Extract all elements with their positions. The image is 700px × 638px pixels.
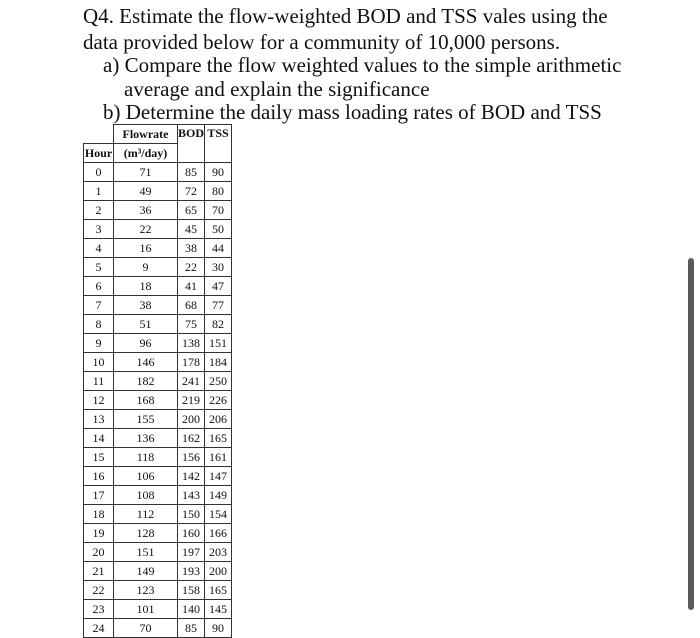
bod-cell: 150 <box>178 505 205 524</box>
flowrate-cell: 108 <box>114 486 178 505</box>
bod-cell: 156 <box>178 448 205 467</box>
flowrate-cell: 123 <box>114 581 178 600</box>
tss-cell: 90 <box>205 619 232 638</box>
question-line-1: Q4. Estimate the flow-weighted BOD and TSS vales using the <box>83 4 608 28</box>
bod-cell: 85 <box>178 619 205 638</box>
table-row <box>84 619 232 638</box>
hour-cell: 0 <box>84 163 114 182</box>
header-hour-blank <box>84 125 114 144</box>
hour-cell: 10 <box>84 353 114 372</box>
bod-cell: 45 <box>178 220 205 239</box>
table-row <box>84 448 232 467</box>
flowrate-cell: 146 <box>114 353 178 372</box>
flowrate-cell: 118 <box>114 448 178 467</box>
flowrate-cell: 51 <box>114 315 178 334</box>
flowrate-cell: 38 <box>114 296 178 315</box>
tss-cell: 184 <box>205 353 232 372</box>
tss-cell: 44 <box>205 239 232 258</box>
flowrate-cell: 106 <box>114 467 178 486</box>
table-row <box>84 467 232 486</box>
flowrate-cell: 16 <box>114 239 178 258</box>
table-row <box>84 600 232 619</box>
tss-cell: 70 <box>205 201 232 220</box>
bod-cell: 162 <box>178 429 205 448</box>
flowrate-cell: 71 <box>114 163 178 182</box>
hour-cell: 16 <box>84 467 114 486</box>
table-row <box>84 182 232 201</box>
hour-cell: 21 <box>84 562 114 581</box>
hour-cell: 7 <box>84 296 114 315</box>
header-flowrate-unit: (m³/day) <box>114 144 178 163</box>
question-line-2: data provided below for a community of 10,000 persons. <box>83 30 561 54</box>
tss-cell: 203 <box>205 543 232 562</box>
hour-cell: 22 <box>84 581 114 600</box>
bod-cell: 143 <box>178 486 205 505</box>
flowrate-cell: 151 <box>114 543 178 562</box>
hour-cell: 8 <box>84 315 114 334</box>
bod-cell: 160 <box>178 524 205 543</box>
scrollbar-thumb[interactable] <box>688 258 694 610</box>
hour-cell: 19 <box>84 524 114 543</box>
hour-cell: 18 <box>84 505 114 524</box>
flowrate-cell: 149 <box>114 562 178 581</box>
hour-cell: 20 <box>84 543 114 562</box>
hour-cell: 24 <box>84 619 114 638</box>
hour-cell: 4 <box>84 239 114 258</box>
flowrate-cell: 101 <box>114 600 178 619</box>
bod-cell: 140 <box>178 600 205 619</box>
tss-cell: 165 <box>205 429 232 448</box>
table-row <box>84 163 232 182</box>
bod-cell: 178 <box>178 353 205 372</box>
table-row <box>84 220 232 239</box>
table-row <box>84 277 232 296</box>
tss-cell: 151 <box>205 334 232 353</box>
flowrate-cell: 22 <box>114 220 178 239</box>
table-row <box>84 410 232 429</box>
hour-cell: 11 <box>84 372 114 391</box>
hour-cell: 14 <box>84 429 114 448</box>
bod-cell: 193 <box>178 562 205 581</box>
hour-cell: 3 <box>84 220 114 239</box>
bod-cell: 85 <box>178 163 205 182</box>
hour-cell: 1 <box>84 182 114 201</box>
table-row <box>84 372 232 391</box>
table-row <box>84 543 232 562</box>
table-row <box>84 505 232 524</box>
bod-cell: 158 <box>178 581 205 600</box>
flowrate-cell: 9 <box>114 258 178 277</box>
tss-cell: 226 <box>205 391 232 410</box>
bod-cell: 138 <box>178 334 205 353</box>
hour-cell: 2 <box>84 201 114 220</box>
flowrate-cell: 70 <box>114 619 178 638</box>
hour-cell: 17 <box>84 486 114 505</box>
tss-cell: 80 <box>205 182 232 201</box>
table-row <box>84 334 232 353</box>
flowrate-cell: 18 <box>114 277 178 296</box>
hour-cell: 12 <box>84 391 114 410</box>
bod-cell: 72 <box>178 182 205 201</box>
tss-cell: 154 <box>205 505 232 524</box>
bod-cell: 142 <box>178 467 205 486</box>
tss-cell: 82 <box>205 315 232 334</box>
tss-cell: 50 <box>205 220 232 239</box>
header-bod: BOD <box>178 125 205 163</box>
hour-cell: 9 <box>84 334 114 353</box>
flowrate-cell: 96 <box>114 334 178 353</box>
hour-cell: 15 <box>84 448 114 467</box>
table-row <box>84 581 232 600</box>
tss-cell: 30 <box>205 258 232 277</box>
table-row <box>84 353 232 372</box>
tss-cell: 200 <box>205 562 232 581</box>
tss-cell: 145 <box>205 600 232 619</box>
tss-cell: 166 <box>205 524 232 543</box>
part-a-line-1: a) Compare the flow weighted values to the simple arithmetic <box>103 53 622 77</box>
table-row <box>84 296 232 315</box>
tss-cell: 47 <box>205 277 232 296</box>
header-flowrate: Flowrate <box>114 125 178 144</box>
tss-cell: 149 <box>205 486 232 505</box>
table-body <box>84 163 232 638</box>
table-row <box>84 239 232 258</box>
header-tss: TSS <box>205 125 232 163</box>
table-row <box>84 524 232 543</box>
bod-cell: 68 <box>178 296 205 315</box>
flowrate-cell: 49 <box>114 182 178 201</box>
tss-cell: 147 <box>205 467 232 486</box>
bod-cell: 219 <box>178 391 205 410</box>
hour-cell: 6 <box>84 277 114 296</box>
flowrate-cell: 182 <box>114 372 178 391</box>
table-row <box>84 201 232 220</box>
flowrate-cell: 168 <box>114 391 178 410</box>
hour-cell: 23 <box>84 600 114 619</box>
flowrate-cell: 155 <box>114 410 178 429</box>
bod-cell: 38 <box>178 239 205 258</box>
flowrate-cell: 136 <box>114 429 178 448</box>
part-a-line-2: average and explain the significance <box>124 77 430 101</box>
bod-cell: 22 <box>178 258 205 277</box>
flowrate-cell: 128 <box>114 524 178 543</box>
bod-cell: 41 <box>178 277 205 296</box>
bod-cell: 75 <box>178 315 205 334</box>
header-hour: Hour <box>84 144 114 163</box>
flowrate-cell: 36 <box>114 201 178 220</box>
tss-cell: 90 <box>205 163 232 182</box>
table-row <box>84 562 232 581</box>
table-row <box>84 391 232 410</box>
part-b-line: b) Determine the daily mass loading rates of BOD and TSS <box>103 100 602 124</box>
bod-cell: 200 <box>178 410 205 429</box>
bod-cell: 65 <box>178 201 205 220</box>
tss-cell: 161 <box>205 448 232 467</box>
hour-cell: 13 <box>84 410 114 429</box>
table-row <box>84 486 232 505</box>
data-table <box>83 124 232 638</box>
tss-cell: 206 <box>205 410 232 429</box>
bod-cell: 241 <box>178 372 205 391</box>
flowrate-cell: 112 <box>114 505 178 524</box>
tss-cell: 77 <box>205 296 232 315</box>
bod-cell: 197 <box>178 543 205 562</box>
table-row <box>84 258 232 277</box>
hour-cell: 5 <box>84 258 114 277</box>
tss-cell: 165 <box>205 581 232 600</box>
tss-cell: 250 <box>205 372 232 391</box>
table-row <box>84 315 232 334</box>
table-row <box>84 429 232 448</box>
